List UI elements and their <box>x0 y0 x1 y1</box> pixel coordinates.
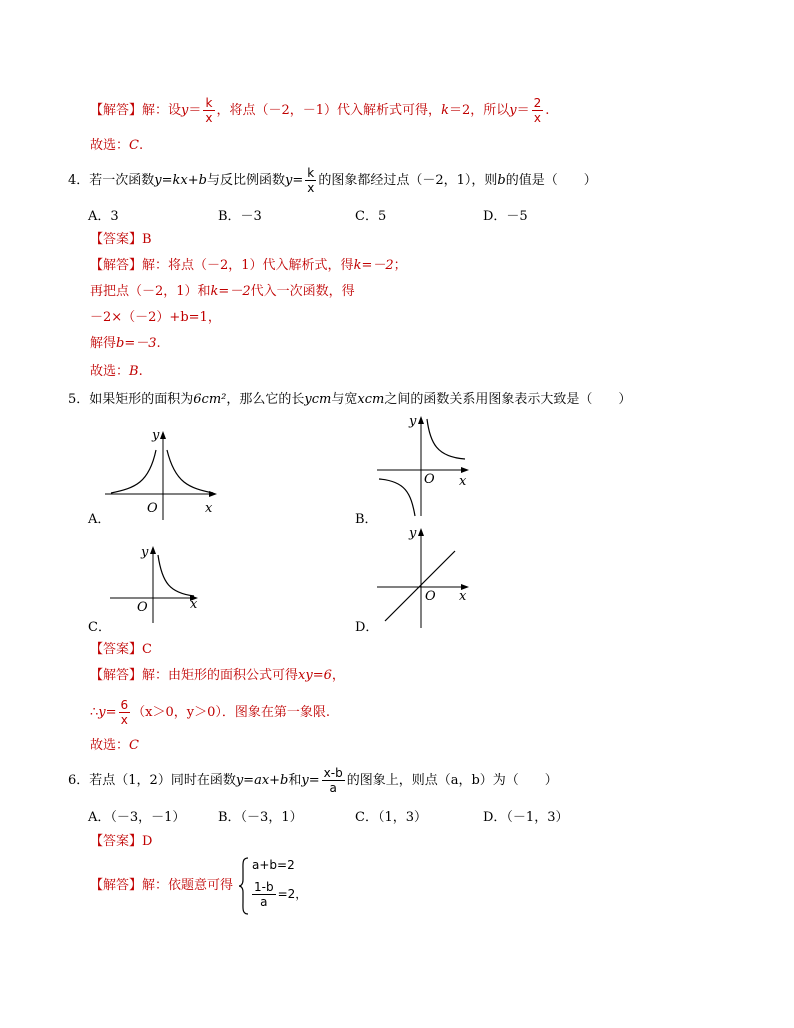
q5-option-a-label: A． <box>88 512 111 527</box>
q6-system-eq2: $\frac{1-b}{a}$ =2， <box>254 880 308 909</box>
q4-answer: 【答案】B <box>90 232 152 247</box>
svg-text:x: x <box>205 501 213 516</box>
q5-graph-c <box>108 543 208 633</box>
q4-solution-3: －2×（－2）+b=1， <box>90 310 221 325</box>
svg-text:y: y <box>141 545 149 560</box>
svg-text:y: y <box>409 526 417 541</box>
q4-solution-2: 再把点（－2，1）和k=－2代入一次函数，得 <box>90 284 355 299</box>
q5-graph-a <box>105 428 235 523</box>
svg-text:y: y <box>409 414 417 429</box>
svg-text:y: y <box>152 428 160 443</box>
jieda-tag: 【解答】 <box>90 103 143 118</box>
q4-option-c: C．5 <box>355 209 387 224</box>
q3-choose-line: 故选：C. <box>90 138 144 153</box>
q5-solution-2: ∴y= $\frac{6}{x}$ （x＞0，y＞0）．图象在第一象限. <box>90 698 331 727</box>
q5-graph-b <box>375 413 475 518</box>
fraction: $\frac{k}{x}$ <box>205 96 213 125</box>
q4-option-b: B．－3 <box>218 209 262 224</box>
fraction: $\frac{6}{x}$ <box>120 698 129 727</box>
svg-text:O: O <box>137 600 148 615</box>
q5-option-b-label: B． <box>355 512 378 527</box>
q6-system-brace <box>238 856 250 916</box>
q5-stem: 5．如果矩形的面积为6cm²，那么它的长ycm与宽xcm之间的函数关系用图象表示大致是（ ） <box>68 392 632 407</box>
q4-option-d: D．－5 <box>483 209 528 224</box>
q3-solution-line: 【解答】解：设y＝ $\frac{k}{x}$ ，将点（－2，－1）代入解析式可得，k＝2，所以y＝ $\frac{2}{x}$ . <box>90 96 550 125</box>
svg-text:x: x <box>459 474 467 489</box>
q5-solution-1: 【解答】解：由矩形的面积公式可得xy=6， <box>90 668 345 683</box>
q4-option-a: A．3 <box>88 209 119 224</box>
svg-text:x: x <box>190 597 198 612</box>
q6-option-c: C．（1，3） <box>355 810 427 825</box>
q4-stem: 4．若一次函数y=kx+b与反比例函数y= $\frac{k}{x}$ 的图象都经过点（－2，1），则b的值是（ ） <box>68 166 597 195</box>
q4-solution-1: 【解答】解：将点（－2，1）代入解析式，得k=－2； <box>90 258 407 273</box>
q5-option-d-label: D． <box>355 620 379 635</box>
fraction: $\frac{k}{x}$ <box>307 166 315 195</box>
q5-option-c-label: C． <box>88 620 111 635</box>
q6-solution-1: 【解答】解：依题意可得 <box>90 878 234 893</box>
q5-graph-d <box>375 525 475 630</box>
fraction: $\frac{2}{x}$ <box>533 96 542 125</box>
q4-choose: 故选：B. <box>90 364 143 379</box>
fraction: $\frac{x-b}{a}$ <box>323 766 343 795</box>
svg-text:O: O <box>425 589 436 604</box>
q6-stem: 6．若点（1，2）同时在函数y=ax+b和y= $\frac{x-b}{a}$ 的图象上，则点（a，b）为（ ） <box>68 766 558 795</box>
q5-answer: 【答案】C <box>90 642 152 657</box>
q5-choose: 故选：C <box>90 738 139 753</box>
fraction: $\frac{1-b}{a}$ <box>254 880 274 909</box>
svg-text:O: O <box>424 472 435 487</box>
svg-text:O: O <box>147 501 158 516</box>
q6-system-eq1: a+b=2 <box>252 858 295 872</box>
q6-answer: 【答案】D <box>90 834 153 849</box>
q6-option-d: D．（－1，3） <box>483 810 569 825</box>
q6-option-b: B．（－3，1） <box>218 810 303 825</box>
q4-solution-4: 解得b=－3. <box>90 336 161 351</box>
svg-text:x: x <box>459 589 467 604</box>
q6-option-a: A．（－3，－1） <box>88 810 186 825</box>
